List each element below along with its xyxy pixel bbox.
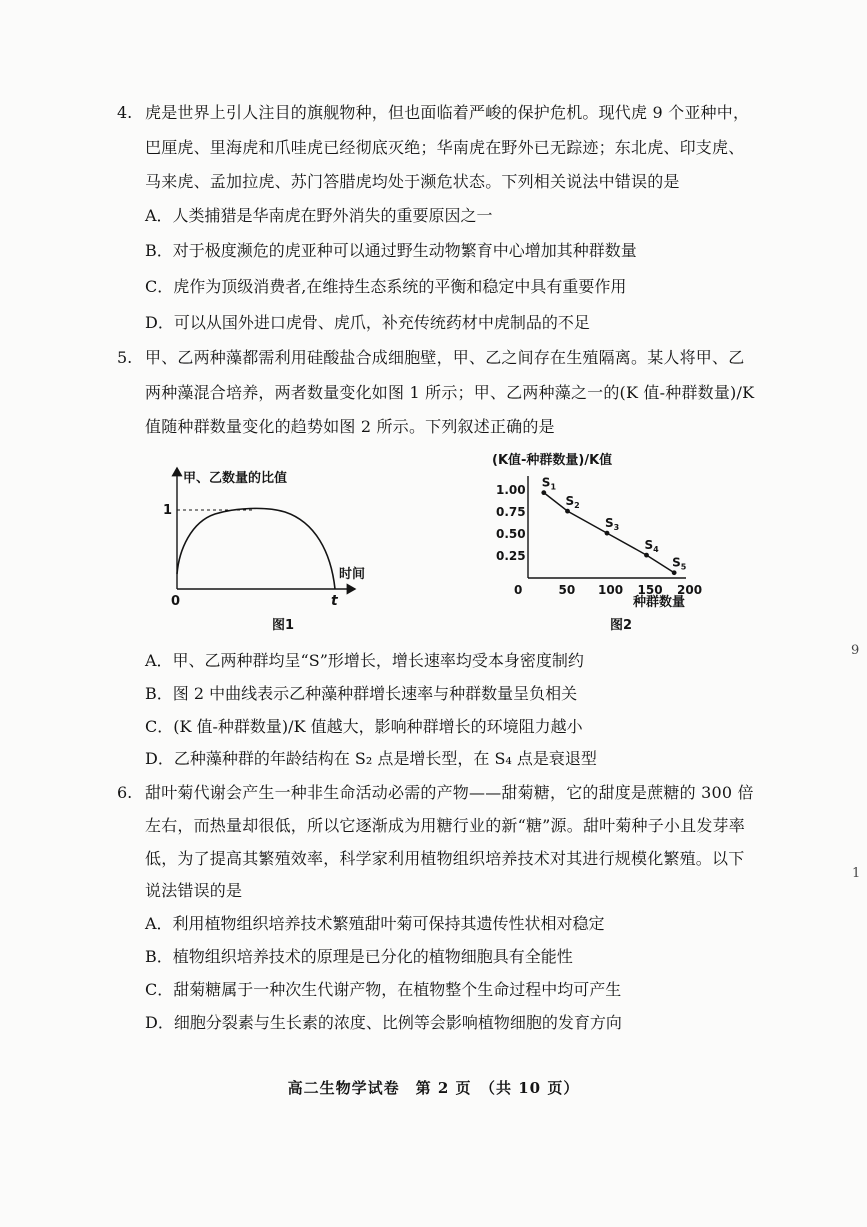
figure-2-y-tick-label: 0.75 — [496, 505, 526, 519]
question-6-option-c: C．甜菊糖属于一种次生代谢产物，在植物整个生命过程中均可产生 — [145, 980, 622, 999]
question-6-option-a: A．利用植物组织培养技术繁殖甜叶菊可保持其遗传性状相对稳定 — [145, 914, 605, 933]
figure-1-x-end: t — [331, 593, 338, 609]
question-4-option-c: C．虎作为顶级消费者,在维持生态系统的平衡和稳定中具有重要作用 — [145, 277, 627, 296]
figure-1-xlabel: 时间 — [339, 567, 366, 582]
figure-1-curve — [177, 508, 335, 589]
margin-mark: 9 — [851, 643, 860, 658]
figure-1-y-tick: 1 — [163, 503, 173, 518]
figure-2-point-label: $S_4$ — [644, 538, 659, 555]
question-5-number: 5. — [117, 348, 133, 367]
question-4-option-a: A．人类捕猎是华南虎在野外消失的重要原因之一 — [145, 206, 493, 225]
figure-2-x-tick-label: 150 — [637, 583, 663, 597]
figure-2-ylabel: (K值-种群数量)/K值 — [492, 453, 613, 468]
figure-1 — [155, 462, 385, 637]
question-6-stem-line: 甜叶菊代谢会产生一种非生命活动必需的产物——甜菊糖，它的甜度是蔗糖的 300 倍 — [145, 783, 754, 802]
figure-2-caption: 图2 — [610, 618, 633, 633]
question-6-stem-line: 说法错误的是 — [145, 881, 243, 900]
question-6-number: 6. — [117, 783, 133, 802]
figure-2-y-tick-label: 0.25 — [496, 549, 526, 563]
figure-2-x-tick-label: 0 — [514, 583, 523, 597]
figure-1-caption: 图1 — [272, 618, 295, 633]
question-5-option-c: C．(K 值-种群数量)/K 值越大，影响种群增长的环境阻力越小 — [145, 717, 583, 736]
figure-2 — [490, 448, 730, 638]
figure-2-x-tick-label: 200 — [677, 583, 703, 597]
question-5-stem-line: 值随种群数量变化的趋势如图 2 所示。下列叙述正确的是 — [145, 417, 555, 436]
question-6-option-d: D．细胞分裂素与生长素的浓度、比例等会影响植物细胞的发育方向 — [145, 1013, 622, 1032]
figure-2-point — [644, 553, 649, 558]
question-5-option-a: A．甲、乙两种群均呈“S”形增长，增长速率均受本身密度制约 — [145, 651, 584, 670]
margin-mark: 1 — [852, 866, 861, 881]
question-4-stem-line: 马来虎、孟加拉虎、苏门答腊虎均处于濒危状态。下列相关说法中错误的是 — [145, 172, 680, 191]
figure-2-x-tick-label: 50 — [558, 583, 576, 597]
figure-1-ylabel: 甲、乙数量的比值 — [183, 471, 288, 486]
figure-2-y-tick-label: 0.50 — [496, 527, 526, 541]
question-5-stem-line: 甲、乙两种藻都需利用硅酸盐合成细胞壁，甲、乙之间存在生殖隔离。某人将甲、乙 — [145, 348, 745, 367]
figure-2-point — [672, 570, 677, 575]
question-5-stem-line: 两种藻混合培养，两者数量变化如图 1 所示；甲、乙两种藻之一的(K 值-种群数量)/K — [145, 383, 755, 402]
question-6-stem-line: 低，为了提高其繁殖效率，科学家利用植物组织培养技术对其进行规模化繁殖。以下 — [145, 849, 745, 868]
question-6-stem-line: 左右，而热量却很低，所以它逐渐成为用糖行业的新“糖”源。甜叶菊种子小且发芽率 — [145, 816, 745, 835]
question-4-number: 4. — [117, 103, 133, 122]
question-5-option-b: B．图 2 中曲线表示乙种藻种群增长速率与种群数量呈负相关 — [145, 684, 578, 703]
question-4-stem-line: 巴厘虎、里海虎和爪哇虎已经彻底灭绝；华南虎在野外已无踪迹；东北虎、印支虎、 — [145, 138, 745, 157]
question-4-stem-line: 虎是世界上引人注目的旗舰物种，但也面临着严峻的保护危机。现代虎 9 个亚种中， — [145, 103, 750, 122]
figure-2-point-label: $S_3$ — [605, 516, 620, 533]
figure-1-origin: 0 — [171, 594, 181, 609]
question-6-option-b: B．植物组织培养技术的原理是已分化的植物细胞具有全能性 — [145, 947, 573, 966]
figure-2-xlabel: 种群数量 — [633, 595, 686, 610]
page-footer: 高二生物学试卷 第 2 页 （共 10 页） — [287, 1079, 580, 1097]
figure-2-point — [541, 490, 546, 495]
figure-2-point — [565, 509, 570, 514]
question-4-option-b: B．对于极度濒危的虎亚种可以通过野生动物繁育中心增加其种群数量 — [145, 241, 637, 260]
figure-2-point-label: $S_5$ — [672, 555, 687, 572]
figure-2-point-label: $S_2$ — [565, 494, 580, 511]
figure-2-point-label: $S_1$ — [541, 475, 557, 492]
figure-2-y-tick-label: 1.00 — [496, 483, 526, 497]
figure-2-x-tick-label: 100 — [598, 583, 624, 597]
question-4-option-d: D．可以从国外进口虎骨、虎爪，补充传统药材中虎制品的不足 — [145, 313, 590, 332]
question-5-option-d: D．乙种藻种群的年龄结构在 S₂ 点是增长型，在 S₄ 点是衰退型 — [145, 749, 597, 768]
figure-2-point — [605, 531, 610, 536]
